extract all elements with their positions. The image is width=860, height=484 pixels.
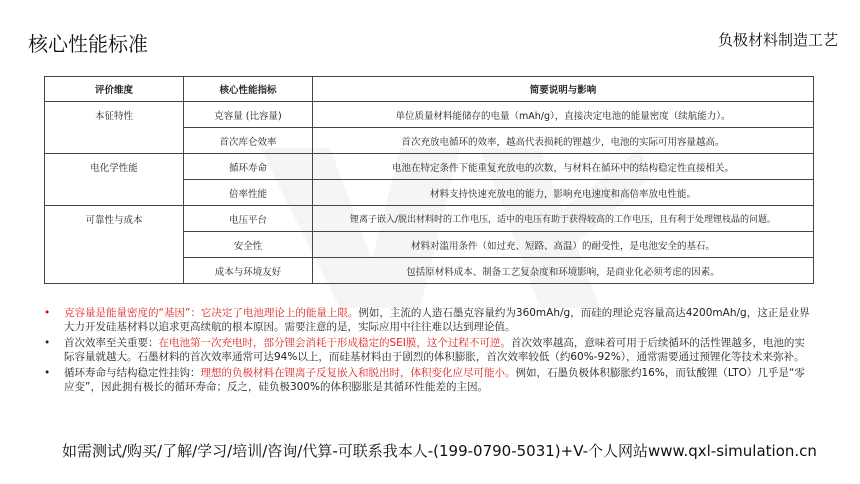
table-row	[45, 102, 814, 128]
bullet-dot-icon: •	[44, 367, 51, 379]
description-cell: 包括原材料成本、制备工艺复杂度和环境影响，是商业化必须考虑的因素。	[313, 258, 814, 284]
bullet-text: 在电池第一次充电时，部分锂会消耗于形成稳定的SEI膜，这个过程不可逆。	[158, 337, 511, 349]
bullet-list	[38, 306, 813, 396]
metric-cell: 循环寿命	[184, 154, 313, 180]
dimension-cell: 可靠性与成本	[45, 206, 184, 284]
metric-cell: 电压平台	[184, 206, 313, 232]
metric-cell: 克容量 (比容量)	[184, 102, 313, 128]
description-cell: 首次充放电循环的效率，越高代表损耗的锂越少，电池的实际可用容量越高。	[313, 128, 814, 154]
description-cell: 材料支持快速充放电的能力，影响充电速度和高倍率放电性能。	[313, 180, 814, 206]
bullet-item	[38, 336, 813, 364]
bullet-dot-icon: •	[44, 337, 51, 349]
header-dimension: 评价维度	[45, 77, 184, 102]
metric-cell: 倍率性能	[184, 180, 313, 206]
table-row	[45, 154, 814, 180]
dimension-cell: 本征特性	[45, 102, 184, 154]
bullet-item	[38, 366, 813, 394]
bullet-text: 例如，石墨负极体积膨胀约16%，而钛酸锂（LTO）几乎是“零应变”，因此拥有极长的循环寿命；反之，硅负极300%的体积膨胀是其循环性能差的主因。	[64, 367, 805, 393]
bullet-text: 首次效率越高，意味着可用于后续循环的活性锂越多，电池的实际容量就越大。石墨材料的首次效率通常可达94%以上，而硅基材料由于剧烈的体积膨胀，首次效率较低（约60%-92%），通常需要通过预锂化等技术来弥补。	[64, 337, 805, 363]
metric-cell: 首次库仑效率	[184, 128, 313, 154]
description-cell: 电池在特定条件下能重复充放电的次数，与材料在循环中的结构稳定性直接相关。	[313, 154, 814, 180]
bullet-text: 例如，主流的人造石墨克容量约为360mAh/g，而硅的理论克容量高达4200mAh/g，这正是业界大力开发硅基材料以追求更高续航的根本原因。需要注意的是，实际应用中往往难以达到理论值。	[64, 307, 810, 333]
dimension-cell: 电化学性能	[45, 154, 184, 206]
footer-contact: 如需测试/购买/了解/学习/培训/咨询/代算-可联系我本人-(199-0790-5031)+V-个人网站www.qxl-simulation.cn	[62, 442, 817, 460]
table-row	[45, 206, 814, 232]
description-cell: 材料对滥用条件（如过充、短路、高温）的耐受性，是电池安全的基石。	[313, 232, 814, 258]
page-subtitle: 负极材料制造工艺	[717, 31, 838, 49]
description-cell: 单位质量材料能储存的电量（mAh/g），直接决定电池的能量密度（续航能力）。	[313, 102, 814, 128]
bullet-text: 克容量是能量密度的“基因”：它决定了电池理论上的能量上限。	[64, 307, 359, 319]
header-description: 简要说明与影响	[313, 77, 814, 102]
description-cell: 锂离子嵌入/脱出材料时的工作电压，适中的电压有助于获得较高的工作电压，且有利于处理锂枝晶的问题。	[313, 206, 814, 232]
header-metric: 核心性能指标	[184, 77, 313, 102]
bullet-text: 理想的负极材料在锂离子反复嵌入和脱出时，体积变化应尽可能小。	[200, 367, 516, 379]
bullet-item	[38, 306, 813, 334]
bullet-text: 首次效率至关重要：	[64, 337, 159, 349]
bullet-text: 循环寿命与结构稳定性挂钩：	[64, 367, 201, 379]
metric-cell: 成本与环境友好	[184, 258, 313, 284]
bullet-dot-icon: •	[44, 307, 51, 319]
table-header-row	[45, 77, 814, 102]
performance-table	[44, 76, 814, 284]
metric-cell: 安全性	[184, 232, 313, 258]
page-title: 核心性能标准	[28, 32, 148, 56]
